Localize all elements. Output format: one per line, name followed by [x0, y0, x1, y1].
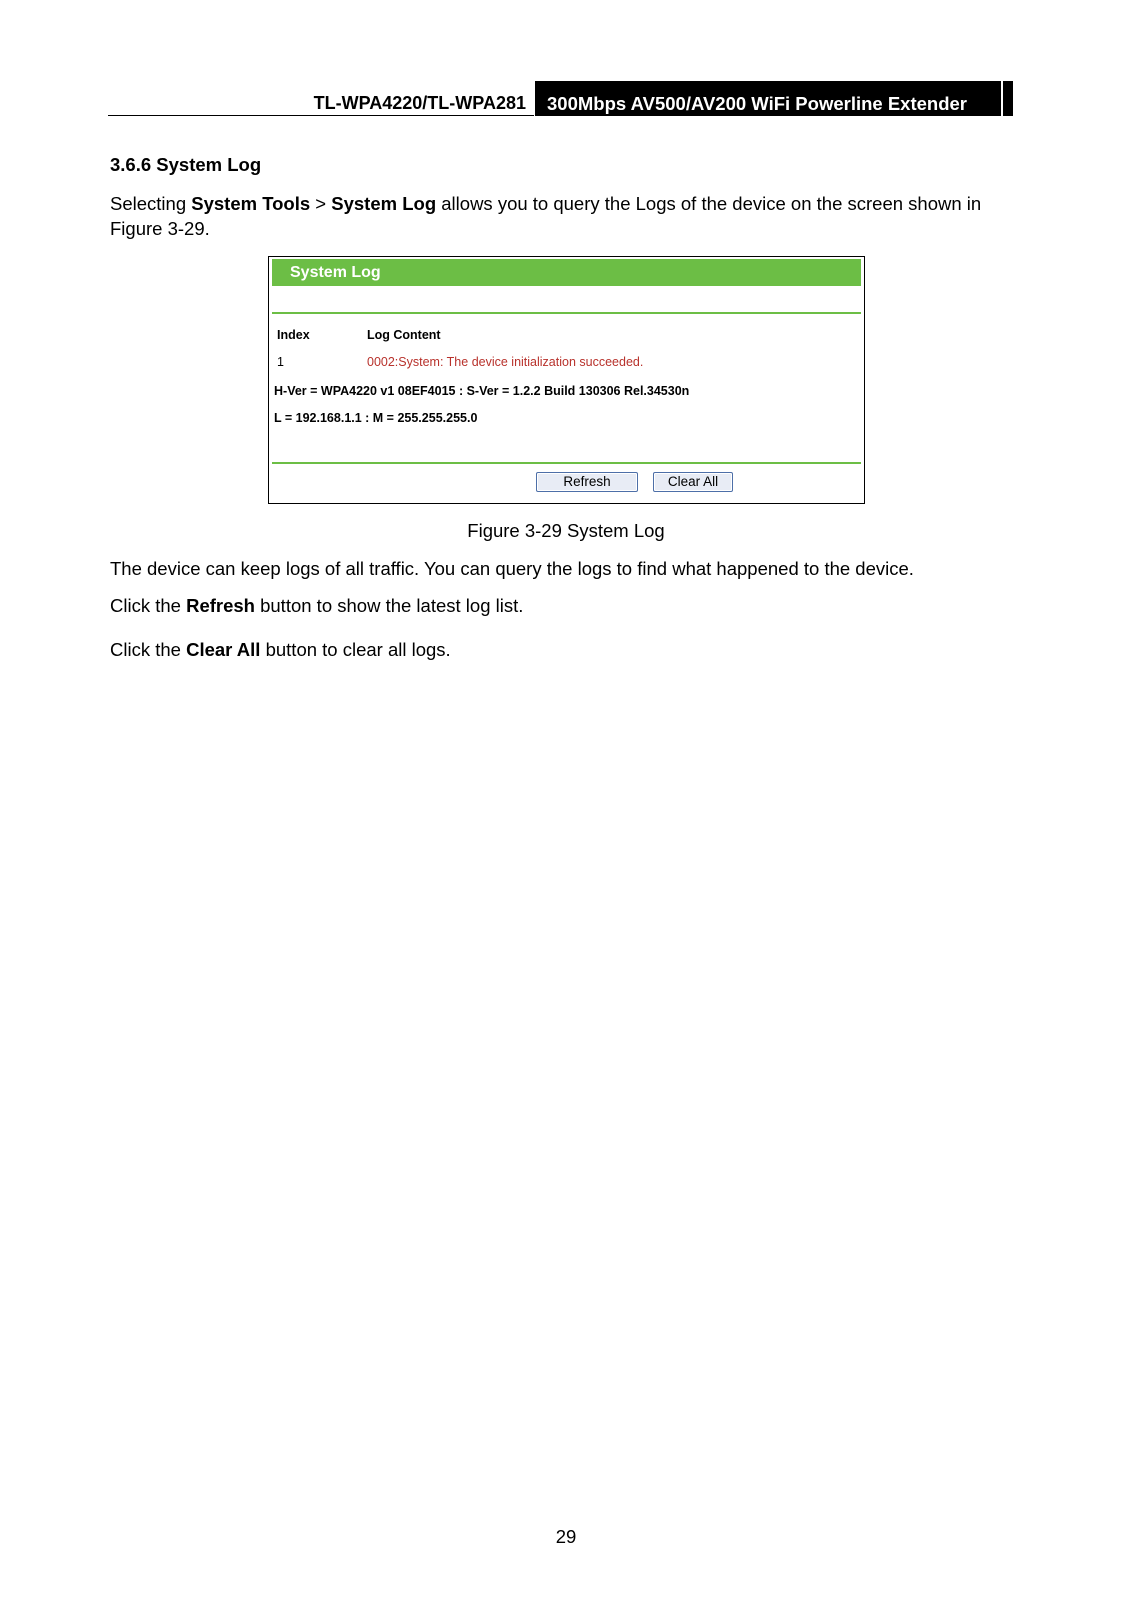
header-product-title: 300Mbps AV500/AV200 WiFi Powerline Extender	[547, 93, 967, 114]
body-paragraph-logs: The device can keep logs of all traffic. You can query the logs to find what happened to the device.	[110, 558, 914, 579]
panel-divider-bottom	[272, 462, 861, 464]
menu-system-log: System Log	[331, 193, 437, 214]
column-header-log-content: Log Content	[367, 328, 441, 342]
log-row-content: 0002:System: The device initialization succeeded.	[367, 355, 644, 369]
p3-suffix: button to show the latest log list.	[254, 595, 524, 616]
intro-paragraph	[110, 191, 1030, 241]
log-row-index: 1	[277, 355, 284, 369]
ip-mask-info: L = 192.168.1.1 : M = 255.255.255.0	[274, 411, 478, 425]
section-title: 3.6.6 System Log	[110, 154, 262, 175]
header-divider	[1001, 81, 1003, 116]
refresh-button[interactable]: Refresh	[536, 472, 638, 492]
p3-prefix: Click the	[110, 595, 187, 616]
p4-suffix: button to clear all logs.	[260, 639, 451, 660]
menu-system-tools: System Tools	[191, 193, 311, 214]
body-paragraph-clear	[110, 637, 451, 662]
panel-divider-top	[272, 312, 861, 314]
system-log-screenshot	[268, 256, 865, 504]
body-paragraph-refresh	[110, 593, 523, 618]
column-header-index: Index	[277, 328, 310, 342]
p3-bold-refresh: Refresh	[186, 595, 255, 616]
intro-suffix: allows you to query the Logs of the device on the screen shown in Figure 3-29.	[110, 193, 982, 239]
p4-bold-clear-all: Clear All	[186, 639, 261, 660]
panel-title: System Log	[272, 259, 861, 286]
figure-caption: Figure 3-29 System Log	[467, 520, 665, 541]
header-product-banner	[535, 81, 1013, 116]
p4-prefix: Click the	[110, 639, 187, 660]
intro-prefix: Selecting	[110, 193, 192, 214]
version-info: H-Ver = WPA4220 v1 08EF4015 : S-Ver = 1.2.2 Build 130306 Rel.34530n	[274, 384, 690, 398]
page-number: 29	[555, 1526, 577, 1547]
menu-separator: >	[310, 193, 332, 214]
clear-all-button[interactable]: Clear All	[653, 472, 733, 492]
header-model: TL-WPA4220/TL-WPA281	[108, 92, 534, 116]
